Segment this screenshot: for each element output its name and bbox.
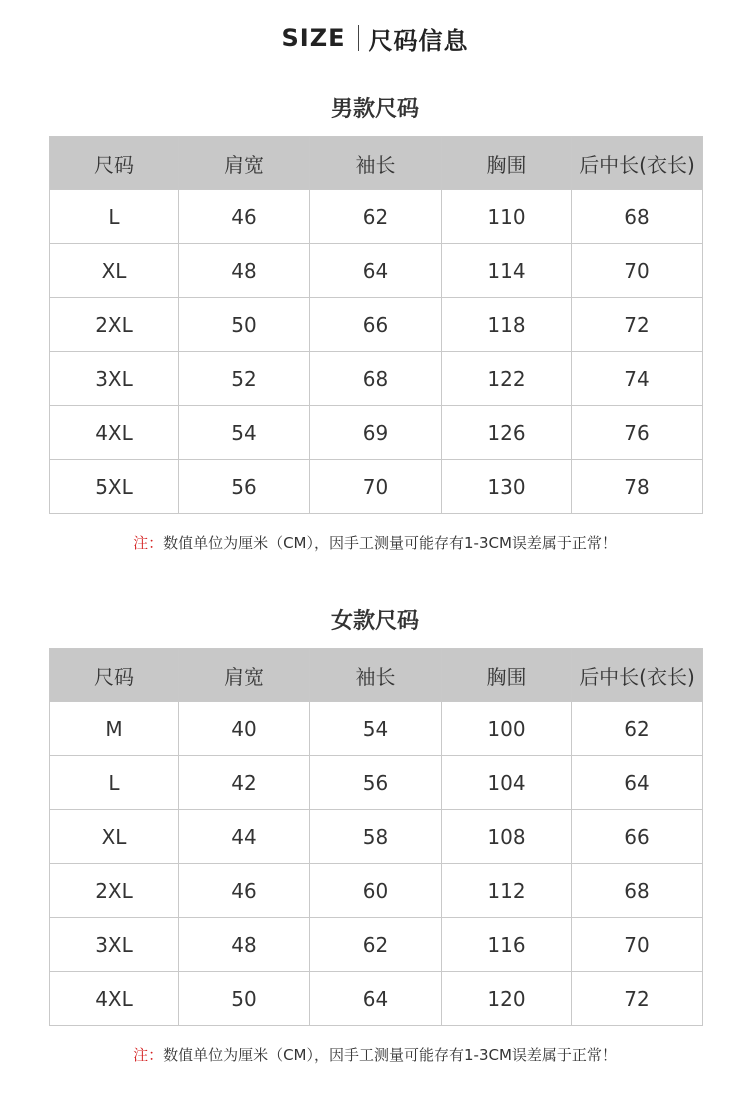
table-cell: 116 [442,918,572,972]
women-section-title: 女款尺码 [330,609,419,634]
column-header-sleeve: 袖长 [310,649,442,702]
table-cell: 5XL [50,460,179,514]
table-row [50,190,703,244]
note-text: 数值单位为厘米（CM），因手工测量可能存有1-3CM误差属于正常！ [163,1046,617,1064]
table-row [50,918,703,972]
table-cell: 4XL [50,406,179,460]
men-section-title: 男款尺码 [330,97,419,122]
table-cell: 56 [179,460,310,514]
header-divider [358,25,359,51]
table-cell: 68 [572,864,703,918]
table-cell: 126 [442,406,572,460]
table-cell: 2XL [50,864,179,918]
table-cell: 40 [179,702,310,756]
table-cell: XL [50,244,179,298]
table-row [50,406,703,460]
table-cell: 44 [179,810,310,864]
table-cell: 3XL [50,918,179,972]
table-cell: 122 [442,352,572,406]
table-cell: 130 [442,460,572,514]
table-cell: L [50,190,179,244]
column-header-size: 尺码 [50,137,179,190]
men-size-table [49,136,703,514]
table-cell: 76 [572,406,703,460]
table-cell: M [50,702,179,756]
table-cell: 100 [442,702,572,756]
table-cell: 110 [442,190,572,244]
table-row [50,810,703,864]
table-cell: 78 [572,460,703,514]
women-measurement-note [0,1044,750,1065]
column-header-length: 后中长(衣长) [572,649,703,702]
table-cell: 70 [572,918,703,972]
table-row [50,972,703,1026]
table-row [50,460,703,514]
table-cell: 74 [572,352,703,406]
table-cell: 46 [179,190,310,244]
table-cell: 70 [310,460,442,514]
table-cell: 50 [179,298,310,352]
table-cell: 64 [572,756,703,810]
table-cell: L [50,756,179,810]
table-row [50,244,703,298]
table-cell: 72 [572,972,703,1026]
table-cell: 62 [572,702,703,756]
table-cell: 54 [310,702,442,756]
table-cell: 2XL [50,298,179,352]
table-cell: 4XL [50,972,179,1026]
size-label: SIZE [281,24,346,52]
column-header-chest: 胸围 [442,649,572,702]
table-cell: 66 [572,810,703,864]
table-cell: 52 [179,352,310,406]
table-cell: 120 [442,972,572,1026]
table-cell: 46 [179,864,310,918]
table-row [50,298,703,352]
table-row [50,864,703,918]
column-header-sleeve: 袖长 [310,137,442,190]
note-prefix: 注： [133,1046,164,1064]
table-cell: 60 [310,864,442,918]
page-header [0,18,750,58]
table-cell: 66 [310,298,442,352]
table-cell: 56 [310,756,442,810]
table-cell: 42 [179,756,310,810]
column-header-shoulder: 肩宽 [179,649,310,702]
table-cell: 69 [310,406,442,460]
note-prefix: 注： [133,534,164,552]
table-cell: XL [50,810,179,864]
table-row [50,702,703,756]
column-header-length: 后中长(衣长) [572,137,703,190]
table-cell: 54 [179,406,310,460]
note-text: 数值单位为厘米（CM），因手工测量可能存有1-3CM误差属于正常！ [163,534,617,552]
table-cell: 118 [442,298,572,352]
table-cell: 50 [179,972,310,1026]
table-row [50,756,703,810]
men-measurement-note [0,532,750,553]
table-cell: 62 [310,918,442,972]
column-header-shoulder: 肩宽 [179,137,310,190]
table-cell: 3XL [50,352,179,406]
page-title: 尺码信息 [368,26,469,55]
table-row [50,352,703,406]
table-cell: 112 [442,864,572,918]
table-cell: 72 [572,298,703,352]
column-header-chest: 胸围 [442,137,572,190]
table-cell: 64 [310,244,442,298]
women-size-table [49,648,703,1026]
table-cell: 48 [179,244,310,298]
table-cell: 48 [179,918,310,972]
table-cell: 58 [310,810,442,864]
table-cell: 108 [442,810,572,864]
table-cell: 68 [310,352,442,406]
table-header-row [50,137,703,190]
table-header-row [50,649,703,702]
table-cell: 68 [572,190,703,244]
column-header-size: 尺码 [50,649,179,702]
table-cell: 62 [310,190,442,244]
table-cell: 64 [310,972,442,1026]
table-cell: 70 [572,244,703,298]
table-cell: 114 [442,244,572,298]
table-cell: 104 [442,756,572,810]
